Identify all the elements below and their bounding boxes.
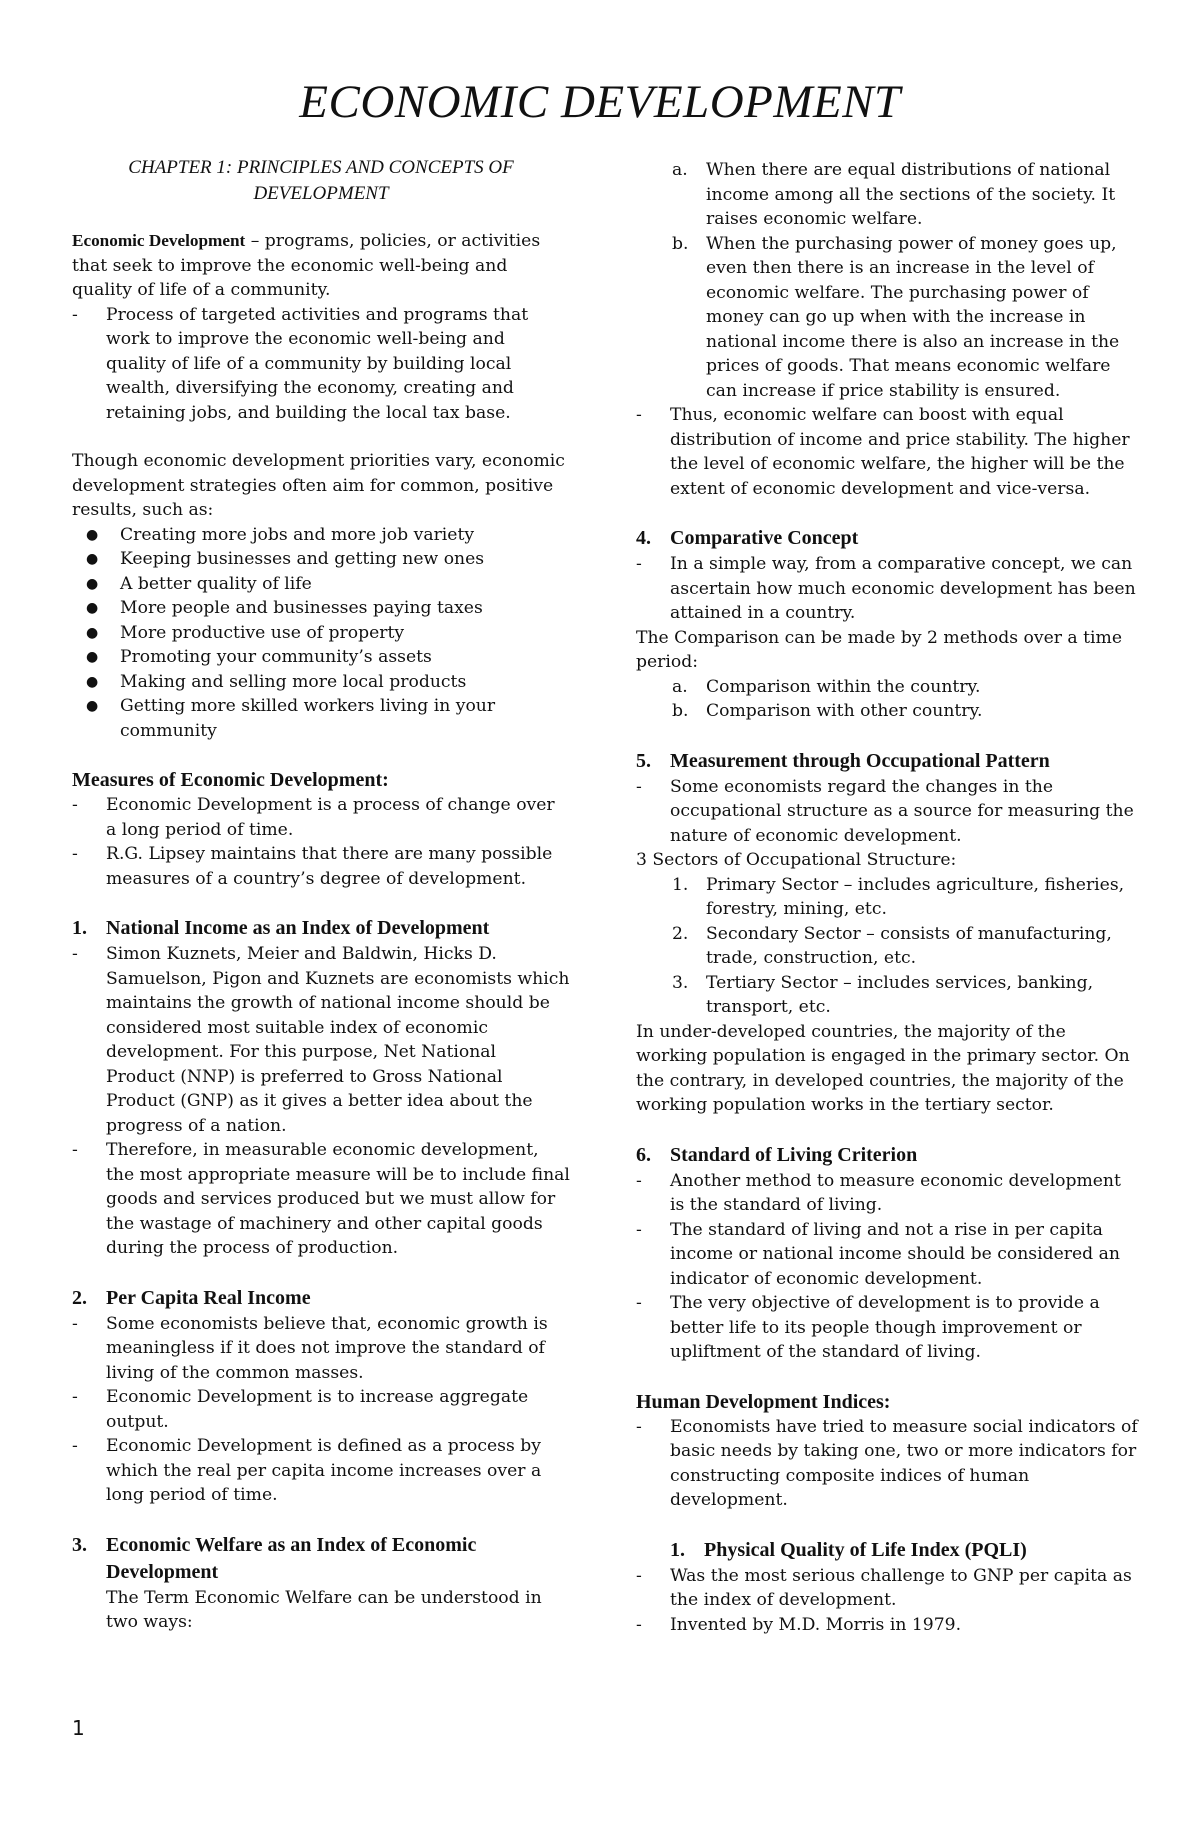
section-2-heading: 2. Per Capita Real Income: [72, 1286, 311, 1309]
list-item: ● A better quality of life: [86, 573, 312, 594]
list-item: - The standard of living and not a rise in per capita income or national income should be considered an indicator of economic development.: [636, 1219, 1120, 1289]
list-item: - Some economists regard the changes in the occupational structure as a source for measuring the nature of economic development.: [636, 776, 1134, 846]
list-item: - Therefore, in measurable economic development, the most appropriate measure will be to include final goods and services produced but we must allow for the wastage of machinery and other capital goods during the process of production.: [72, 1140, 570, 1258]
list-item: b. Comparison with other country.: [672, 701, 983, 721]
list-item: ● More people and businesses paying taxes: [86, 598, 483, 618]
measures-dash-list: [72, 793, 570, 891]
hdi-dash-list: [636, 1415, 1140, 1513]
list-item: - Process of targeted activities and programs that work to improve the economic well-being and quality of life of a community by building local wealth, diversifying the economy, creating and retaining jobs, and building the local tax base.: [72, 304, 529, 423]
chapter-heading: CHAPTER 1: PRINCIPLES AND CONCEPTS OF DEVELOPMENT: [128, 157, 514, 204]
section-5-closing: In under-developed countries, the majority of the working population is engaged in the primary sector. On the contrary, in developed countries, the majority of the working population works in the tertiary sector.: [636, 1021, 1130, 1115]
list-item: - Economists have tried to measure social indicators of basic needs by taking one, two or more indicators for constructing composite indices of human development.: [636, 1416, 1138, 1510]
list-item: - Economic Development is a process of change over a long period of time.: [72, 795, 555, 840]
definition-text: – programs, policies, or activities that seek to improve the economic well-being and quality of life of a community.: [72, 231, 541, 300]
left-column: [72, 155, 570, 1635]
list-item: 2. Secondary Sector – consists of manufacturing, trade, construction, etc.: [672, 923, 1112, 968]
definition-paragraph: [72, 229, 570, 303]
definition-dash-list: [72, 303, 570, 426]
list-item: - Economic Development is defined as a process by which the real per capita income increases over a long period of time.: [72, 1436, 542, 1505]
list-item: 3. Tertiary Sector – includes services, banking, transport, etc.: [672, 972, 1094, 1017]
section-6-dash-list: [636, 1169, 1140, 1365]
section-3-text: The Term Economic Welfare can be understood in two ways:: [106, 1587, 542, 1632]
list-item: b. When the purchasing power of money goes up, even then there is an increase in the level of economic welfare. The purchasing power of money can go up when with the increase in national income there is also an increase in the prices of goods. That means economic welfare can increase if price stability is ensured.: [672, 233, 1120, 401]
section-1-heading: 1. National Income as an Index of Development: [72, 917, 490, 939]
section-1-dash-list: [72, 942, 570, 1261]
list-item: ● Promoting your community’s assets: [86, 647, 432, 667]
section-2-dash-list: [72, 1312, 570, 1508]
list-item: - Some economists believe that, economic growth is meaningless if it does not improve the standard of living of the common masses.: [72, 1313, 548, 1383]
list-item: ● Keeping businesses and getting new ones: [86, 549, 485, 569]
list-item: - Another method to measure economic development is the standard of living.: [636, 1170, 1121, 1215]
list-item: - R.G. Lipsey maintains that there are many possible measures of a country’s degree of development.: [72, 844, 553, 889]
list-item: a. When there are equal distributions of national income among all the sections of the society. It raises economic welfare.: [672, 160, 1116, 229]
list-item: ● Creating more jobs and more job variety: [86, 524, 475, 545]
section-5-numbered-list: [636, 873, 1140, 1020]
pqli-dash-list: [636, 1564, 1140, 1638]
definition-term: Economic Development: [72, 231, 246, 250]
list-item: - In a simple way, from a comparative concept, we can ascertain how much economic development has been attained in a country.: [636, 554, 1136, 623]
section-4-alpha-list: [636, 675, 1140, 724]
document-title: ECONOMIC DEVELOPMENT: [299, 76, 901, 128]
list-item: ● Making and selling more local products: [86, 671, 467, 692]
list-item: - Economic Development is to increase aggregate output.: [72, 1387, 529, 1432]
section-6-heading: 6. Standard of Living Criterion: [636, 1143, 918, 1166]
list-item: - Invented by M.D. Morris in 1979.: [636, 1614, 962, 1635]
right-column: [636, 158, 1140, 1637]
list-item: - Was the most serious challenge to GNP per capita as the index of development.: [636, 1565, 1132, 1610]
section-4-dash-list: [636, 552, 1140, 626]
pqli-heading: 1. Physical Quality of Life Index (PQLI): [670, 1538, 1027, 1561]
measures-heading: Measures of Economic Development:: [72, 769, 389, 791]
list-item: - The very objective of development is to provide a better life to its people though improvement or upliftment of the standard of living.: [636, 1293, 1100, 1362]
list-item: ● Getting more skilled workers living in your community: [86, 696, 496, 741]
priorities-intro: Though economic development priorities vary, economic development strategies often aim for common, positive results, such as:: [72, 451, 565, 520]
priorities-bullet-list: [72, 523, 570, 744]
page-number: 1: [72, 1716, 85, 1740]
section-5-dash-list: [636, 775, 1140, 849]
section-5-text: 3 Sectors of Occupational Structure:: [636, 850, 957, 870]
list-item: 1. Primary Sector – includes agriculture, fisheries, forestry, mining, etc.: [672, 874, 1125, 919]
list-item: ● More productive use of property: [86, 622, 405, 643]
section-4-heading: 4. Comparative Concept: [636, 527, 859, 549]
hdi-heading: Human Development Indices:: [636, 1390, 891, 1413]
list-item: - Simon Kuznets, Meier and Baldwin, Hicks D. Samuelson, Pigon and Kuznets are economists which maintains the growth of national income should be considered most suitable index of economic development. For this purpose, Net National Product (NNP) is preferred to Gross National Product (GNP) as it gives a better idea about the progress of a nation.: [72, 944, 570, 1136]
section-3-dash-list: [636, 403, 1140, 501]
section-4-text: The Comparison can be made by 2 methods over a time period:: [636, 627, 1123, 672]
list-item: - Thus, economic welfare can boost with equal distribution of income and price stability. The higher the level of economic welfare, the higher will be the extent of economic development and vice-versa.: [636, 405, 1130, 499]
section-3-heading: 3. Economic Welfare as an Index of Economic Development: [72, 1533, 477, 1583]
section-5-heading: 5. Measurement through Occupational Pattern: [636, 749, 1050, 772]
list-item: a. Comparison within the country.: [672, 676, 981, 697]
section-3-alpha-list: [636, 158, 1140, 403]
